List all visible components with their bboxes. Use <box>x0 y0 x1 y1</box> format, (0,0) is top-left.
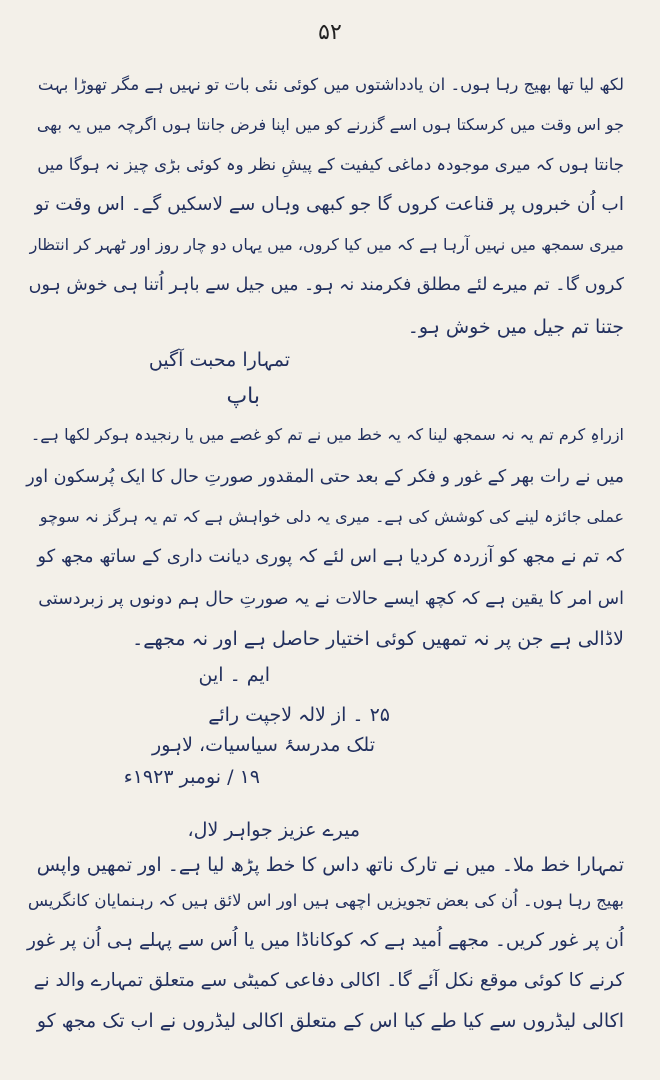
text-line: میری سمجھ میں نہیں آرہا ہے کہ میں کیا کروں، میں یہاں دو چار روز اور ٹھہر کر انتظار <box>29 235 624 254</box>
text-line: بھیج رہا ہوں۔ اُن کی بعض تجویزیں اچھی ہیں اور اس لائق ہیں کہ رہنمایان کانگریس <box>27 891 624 910</box>
text-line: جانتا ہوں کہ میری موجودہ دماغی کیفیت کے پیشِ نظر وہ کوئی بڑی چیز نہ ہوگا میں <box>37 155 624 174</box>
salutation: میرے عزیز جواہر لال، <box>187 819 360 841</box>
text-line: لاڈالی ہے جن پر نہ تمھیں کوئی اختیار حاصل ہے اور نہ مجھے۔ <box>132 628 624 650</box>
text-line: جتنا تم جیل میں خوش ہو۔ <box>407 316 624 338</box>
text-line: کہ تم نے مجھ کو آزردہ کردیا ہے اس لئے کہ پوری دیانت داری کے ساتھ مجھ کو <box>37 546 624 567</box>
text-line: اکالی لیڈروں سے کیا طے کیا اس کے متعلق اکالی لیڈروں نے اب تک مجھ کو <box>36 1010 624 1032</box>
initials: ایم ۔ این <box>198 664 270 686</box>
page-number: ۵۲ <box>318 20 342 45</box>
text-line: عملی جائزہ لینے کی کوشش کی ہے۔ میری یہ دلی خواہش ہے کہ تم یہ ہرگز نہ سوچو <box>39 507 624 526</box>
text-line: اس امر کا یقین ہے کہ کچھ ایسے حالات نے یہ صورتِ حال ہم دونوں پر زبردستی <box>38 589 624 609</box>
letter-date: ۱۹ / نومبر ۱۹۲۳ء <box>123 766 260 788</box>
signature: باپ <box>226 384 260 409</box>
letter-heading: ۲۵ ۔ از لالہ لاجپت رائے <box>208 704 390 726</box>
text-line: جو اس وقت میں کرسکتا ہوں اسے گزرنے کو میں اپنا فرض جانتا ہوں اگرچہ میں یہ بھی <box>36 115 624 134</box>
text-line: لکھ لیا تھا بھیج رہا ہوں۔ ان یادداشتوں میں کوئی نئی بات تو نہیں ہے مگر تھوڑا بہت <box>37 75 624 94</box>
sender-address: تلک مدرسۂ سیاسیات، لاہور <box>152 734 375 756</box>
text-line: میں نے رات بھر کے غور و فکر کے بعد حتی المقدور صورتِ حال کا ایک پُرسکون اور <box>26 467 624 487</box>
text-line: اُن پر غور کریں۔ مجھے اُمید ہے کہ کوکاناڈا میں یا اُس سے پہلے ہی اُن پر غور <box>26 930 624 951</box>
text-line: ازراہِ کرم تم یہ نہ سمجھ لینا کہ یہ خط میں نے تم کو غصے میں یا رنجیدہ ہوکر لکھا ہے۔ <box>30 425 624 444</box>
text-line: کروں گا۔ تم میرے لئے مطلق فکرمند نہ ہو۔ میں جیل سے باہر اُتنا ہی خوش ہوں <box>28 275 624 295</box>
text-line: تمہارا خط ملا۔ میں نے تارک ناتھ داس کا خط پڑھ لیا ہے۔ اور تمھیں واپس <box>36 854 624 876</box>
text-line: کرنے کا کوئی موقع نکل آئے گا۔ اکالی دفاعی کمیٹی سے متعلق تمہارے والد نے <box>33 970 624 991</box>
text-line: اب اُن خبروں پر قناعت کروں گا جو کبھی وہاں سے لاسکیں گے۔ اس وقت تو <box>34 194 624 215</box>
closing-line: تمہارا محبت آگیں <box>148 349 290 371</box>
